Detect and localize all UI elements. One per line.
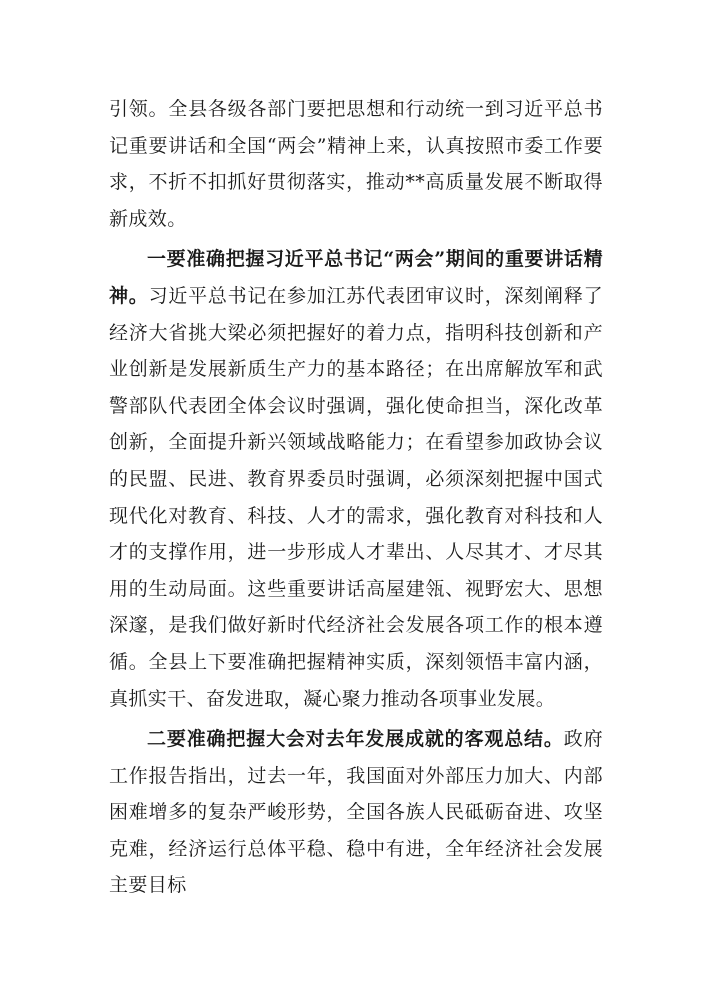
paragraph-lead: 一要准确把握习近平总书记“两会”期间的重要讲话精神。 xyxy=(109,248,603,307)
paragraph-text: 引领。全县各级各部门要把思想和行动统一到习近平总书记重要讲话和全国“两会”精神上来，认真按照市委工作要求，不折不扣抓好贯彻落实，推动**高质量发展不断取得新成效。 xyxy=(109,98,603,230)
paragraph-text: 习近平总书记在参加江苏代表团审议时，深刻阐释了经济大省挑大梁必须把握好的着力点，指明科技创新和产业创新是发展新质生产力的基本路径；在出席解放军和武警部队代表团全体会议时强调，强化使命担当，深化改革创新，全面提升新兴领域战略能力；在看望参加政协会议的民盟、民进、教育界委员时强调，必须深刻把握中国式现代化对教育、科技、人才的需求，强化教育对科技和人才的支撑作用，进一步形成人才辈出、人尽其才、才尽其用的生动局面。这些重要讲话高屋建瓴、视野宏大、思想深邃，是我们做好新时代经济社会发展各项工作的根本遵循。全县上下要准确把握精神实质，深刻领悟丰富内涵，真抓实干、奋发进取，凝心聚力推动各项事业发展。 xyxy=(109,284,603,710)
paragraph-lead: 二要准确把握大会对去年发展成就的客观总结。 xyxy=(147,728,564,751)
paragraph-point-1 xyxy=(109,241,603,717)
paragraph-intro xyxy=(109,91,603,237)
document-page xyxy=(109,91,603,908)
paragraph-point-2 xyxy=(109,721,603,904)
paragraph-text: 政府工作报告指出，过去一年，我国面对外部压力加大、内部困难增多的复杂严峻形势，全国各族人民砥砺奋进、攻坚克难，经济运行总体平稳、稳中有进，全年经济社会发展主要目标 xyxy=(109,728,603,897)
